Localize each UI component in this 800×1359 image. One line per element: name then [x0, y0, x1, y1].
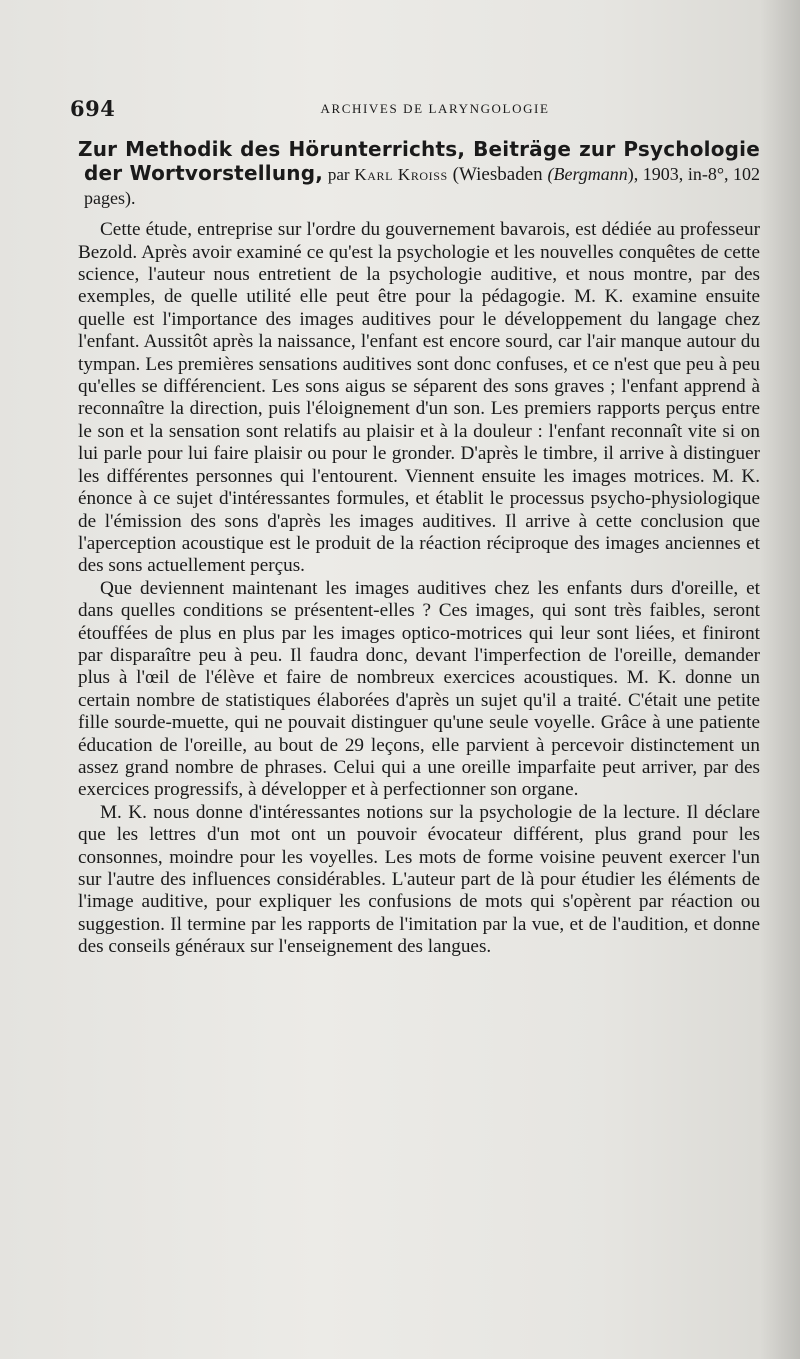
book-title: Zur Methodik des Hörunterrichts, Beiträge zur Psychologie der Wortvorstellung, — [78, 137, 760, 186]
paragraph-1: Cette étude, entreprise sur l'ordre du gouvernement bavarois, est dédiée au professeur Bezold. Après avoir examiné ce qu'est la psychologie et les nouvelles conquêtes de cette science, l'auteur nous entretient de la psychologie auditive, et nous montre, par des exemples, de quelle utilité elle peut être pour la pédagogie. M. K. examine ensuite quelle est l'importance des images auditives pour le développement du langage chez l'enfant. Aussitôt après la naissance, l'enfant est encore sourd, car l'air manque autour du tympan. Les premières sensations auditives sont donc confuses, et ce n'est que peu à peu qu'elles se différencient. Les sons aigus se séparent des sons graves ; l'enfant apprend à reconnaître la direction, puis l'éloignement d'un son. Les premiers rapports perçus entre le son et la sensation sont relatifs au plaisir et à la douleur : l'enfant reconnaît vite si on lui parle pour lui faire plaisir ou pour le gronder. D'après le timbre, il arrive à distinguer les différentes personnes qui l'entourent. Viennent ensuite les images motrices. M. K. énonce à ce sujet d'intéressantes formules, et établit le processus psycho-physiologique de l'émission des sons d'après les images auditives. Il arrive à cette conclusion que l'aperception acoustique est le produit de la réaction réciproque des images anciennes et des sons actuellement perçus. — [78, 219, 760, 577]
page-number: 694 — [70, 96, 116, 121]
paragraph-3: M. K. nous donne d'intéressantes notions sur la psychologie de la lecture. Il déclare que les lettres d'un mot ont un pouvoir évocateur différent, plus grand pour les consonnes, moindre pour les voyelles. Les mots de forme voisine peuvent exercer l'un sur l'autre des influences considérables. L'auteur part de là pour étudier les éléments de l'image auditive, pour expliquer les confusions de mots qui s'opèrent par réaction ou suggestion. Il termine par les rapports de l'imitation par la vue, et de l'audition, et donne des conseils généraux sur l'enseignement des langues. — [78, 801, 760, 958]
review-text — [78, 138, 760, 959]
review-citation — [78, 138, 760, 210]
paragraph-2: Que deviennent maintenant les images auditives chez les enfants durs d'oreille, et dans quelles conditions se présentent-elles ? Ces images, qui sont très faibles, seront étouffées de plus en plus par les images optico-motrices qui leur sont liées, et finiront par disparaître peu à peu. Il faudra donc, devant l'imperfection de l'oreille, demander plus à l'œil de l'élève et faire de nombreux exercices acoustiques. M. K. donne un certain nombre de statistiques élaborées d'après un sujet qu'il a traité. C'était une petite fille sourde-muette, qui ne pouvait distinguer qu'une seule voyelle. Grâce à une patiente éducation de l'oreille, au bout de 29 leçons, elle parvient à percevoir distinctement un assez grand nombre de phrases. Celui qui a une oreille imparfaite peut arriver, par des exercices progressifs, à développer et à perfectionner son organe. — [78, 577, 760, 801]
publisher: (Bergmann — [547, 164, 628, 185]
author-place: (Wiesbaden — [452, 164, 543, 186]
page-edge-shadow — [760, 0, 800, 1359]
author-by: par — [327, 165, 350, 185]
author-name: Karl Kroiss — [354, 165, 448, 185]
running-head: ARCHIVES DE LARYNGOLOGIE — [320, 101, 550, 116]
publication-details: ), 1903, in-8°, 102 pages). — [84, 164, 761, 208]
page-header — [70, 96, 760, 126]
